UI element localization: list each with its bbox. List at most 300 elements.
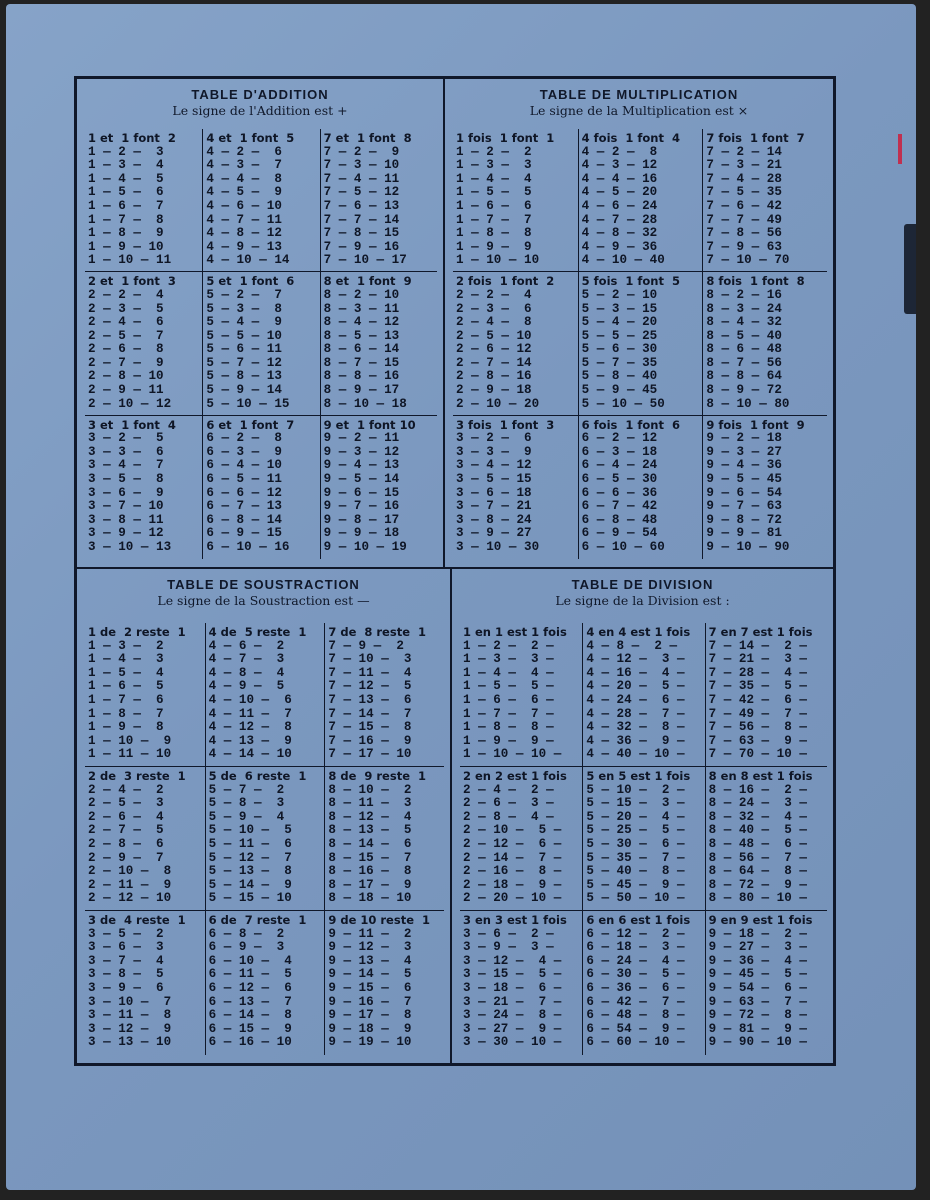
table-line: 5 — 14 — 9 xyxy=(208,877,292,892)
table-line: 3 — 6 — 3 xyxy=(88,940,164,955)
table-line: 3 et 1 font 4 xyxy=(88,417,176,432)
table-line: 7 — 12 — 5 xyxy=(328,679,412,694)
table-line: 4 — 10 — 40 xyxy=(581,253,665,268)
table-line: 8 — 13 — 5 xyxy=(328,823,412,838)
table-line: 5 — 15 — 3 — xyxy=(586,796,685,811)
table-line: 6 — 7 — 42 xyxy=(581,499,658,514)
table-line: 3 — 7 — 4 xyxy=(88,953,164,968)
division-block xyxy=(582,911,704,1055)
table-line: 2 fois 1 font 2 xyxy=(456,274,555,289)
table-line: 7 — 35 — 5 — xyxy=(708,679,807,694)
table-line: 1 — 9 — 9 xyxy=(456,239,532,254)
table-line: 9 — 17 — 8 xyxy=(328,1008,412,1023)
table-line: 8 de 9 reste 1 xyxy=(328,769,426,783)
table-line: 5 — 3 — 15 xyxy=(581,301,658,316)
table-line: 7 — 3 — 21 xyxy=(706,158,782,173)
addition-block xyxy=(320,129,437,272)
division-grid xyxy=(460,623,827,1055)
table-line: 7 — 14 — 2 — xyxy=(708,638,807,653)
table-line: 5 — 5 — 25 xyxy=(581,328,658,343)
multiplication-block xyxy=(578,129,703,272)
table-line: 1 — 5 — 6 xyxy=(88,185,164,200)
table-line: 1 fois 1 font 1 xyxy=(456,131,555,145)
table-line: 3 — 5 — 15 xyxy=(456,472,532,487)
table-line: 7 — 8 — 56 xyxy=(706,226,782,241)
table-line: 5 — 2 — 10 xyxy=(581,287,658,302)
table-line: 7 — 17 — 10 xyxy=(328,747,412,762)
table-line: 5 — 9 — 4 xyxy=(208,809,285,824)
table-line: 1 — 3 — 4 xyxy=(88,158,164,173)
table-line: 8 — 48 — 6 — xyxy=(708,836,807,851)
table-line: 6 — 12 — 6 xyxy=(208,980,292,995)
table-line: 6 et 1 font 7 xyxy=(206,417,295,432)
table-line: 7 — 42 — 6 — xyxy=(708,692,807,707)
table-line: 6 — 4 — 24 xyxy=(581,458,658,473)
table-line: 3 — 2 — 5 xyxy=(88,431,164,446)
multiplication-block xyxy=(578,416,703,559)
table-line: 4 — 11 — 7 xyxy=(208,706,292,721)
table-line: 1 — 9 — 9 — xyxy=(463,733,554,748)
table-line: 1 en 1 est 1 fois xyxy=(463,625,567,639)
subtraction-subtitle: Le signe de la Soustraction est — xyxy=(157,593,370,608)
table-line: 5 — 20 — 4 — xyxy=(586,809,685,824)
table-line: 6 — 12 — 2 — xyxy=(586,926,685,941)
table-line: 8 et 1 font 9 xyxy=(323,274,412,289)
table-line: 3 — 30 — 10 — xyxy=(463,1035,562,1050)
table-line: 2 — 4 — 2 — xyxy=(463,782,554,797)
table-line: 8 — 3 — 24 xyxy=(706,301,782,316)
multiplication-block xyxy=(453,416,578,559)
table-line: 3 — 6 — 9 xyxy=(88,485,164,500)
table-line: 9 — 18 — 9 xyxy=(328,1021,412,1036)
addition-header xyxy=(77,79,443,119)
addition-block xyxy=(202,416,319,559)
table-line: 5 — 7 — 35 xyxy=(581,355,658,370)
table-line: 3 — 12 — 4 — xyxy=(463,953,562,968)
table-line: 5 — 25 — 5 — xyxy=(586,823,685,838)
table-line: 2 — 10 — 20 xyxy=(456,396,540,411)
soustraction-block xyxy=(85,623,205,767)
table-line: 9 — 36 — 4 — xyxy=(708,953,807,968)
table-line: 2 — 12 — 10 xyxy=(88,891,172,906)
table-line: 1 — 3 — 3 — xyxy=(463,652,554,667)
table-line: 2 et 1 font 3 xyxy=(88,274,176,289)
table-line: 6 — 18 — 3 — xyxy=(586,940,685,955)
table-line: 3 — 9 — 6 xyxy=(88,980,164,995)
table-line: 9 — 54 — 6 — xyxy=(708,980,807,995)
table-line: 5 — 6 — 30 xyxy=(581,342,658,357)
table-line: 6 en 6 est 1 fois xyxy=(586,913,691,927)
table-line: 2 — 11 — 9 xyxy=(88,877,172,892)
table-line: 1 — 10 — 10 — xyxy=(463,747,562,762)
table-line: 8 — 8 — 64 xyxy=(706,369,782,384)
table-line: 2 — 9 — 18 xyxy=(456,383,532,398)
division-block xyxy=(582,623,704,767)
division-block xyxy=(705,767,827,911)
table-line: 2 — 7 — 5 xyxy=(88,823,164,838)
table-line: 9 — 7 — 63 xyxy=(706,499,782,514)
table-line: 8 — 7 — 56 xyxy=(706,355,782,370)
table-line: 3 — 9 — 3 — xyxy=(463,940,554,955)
table-line: 6 — 54 — 9 — xyxy=(586,1021,685,1036)
table-line: 2 — 10 — 12 xyxy=(88,396,172,411)
table-line: 3 — 8 — 5 xyxy=(88,967,164,982)
table-line: 9 — 6 — 15 xyxy=(323,485,400,500)
table-line: 5 — 30 — 6 — xyxy=(586,836,685,851)
table-line: 1 — 11 — 10 xyxy=(88,747,172,762)
multiplication-block xyxy=(702,272,827,415)
table-line: 9 — 5 — 45 xyxy=(706,472,782,487)
addition-grid xyxy=(85,129,437,559)
table-line: 4 — 6 — 10 xyxy=(206,198,282,213)
table-line: 9 fois 1 font 9 xyxy=(706,417,805,432)
table-line: 4 — 9 — 13 xyxy=(206,239,282,254)
table-line: 5 de 6 reste 1 xyxy=(208,769,307,783)
subtraction-title: TABLE DE SOUSTRACTION xyxy=(167,577,360,592)
table-line: 7 — 10 — 17 xyxy=(323,253,407,268)
table-line: 1 — 6 — 6 — xyxy=(463,692,554,707)
tables-board xyxy=(74,76,836,1066)
table-line: 2 — 18 — 9 — xyxy=(463,877,562,892)
table-line: 2 — 6 — 12 xyxy=(456,342,532,357)
table-line: 9 — 3 — 12 xyxy=(323,444,400,459)
table-line: 1 — 6 — 6 xyxy=(456,198,532,213)
table-line: 7 — 10 — 3 xyxy=(328,652,412,667)
table-line: 9 — 11 — 2 xyxy=(328,926,412,941)
table-line: 2 — 5 — 7 xyxy=(88,328,164,343)
table-line: 2 de 3 reste 1 xyxy=(88,769,186,783)
table-line: 1 et 1 font 2 xyxy=(88,131,176,145)
table-line: 8 fois 1 font 8 xyxy=(706,274,805,289)
table-line: 3 — 11 — 8 xyxy=(88,1008,172,1023)
table-line: 8 — 8 — 16 xyxy=(323,369,400,384)
table-line: 4 — 13 — 9 xyxy=(208,733,292,748)
table-line: 6 — 14 — 8 xyxy=(208,1008,292,1023)
table-line: 2 en 2 est 1 fois xyxy=(463,769,567,783)
table-line: 6 — 9 — 54 xyxy=(581,526,658,541)
table-line: 2 — 10 — 8 xyxy=(88,864,172,879)
table-line: 2 — 4 — 6 xyxy=(88,315,164,330)
table-line: 7 — 7 — 14 xyxy=(323,212,400,227)
table-line: 4 — 4 — 8 xyxy=(206,171,282,186)
table-line: 3 — 10 — 30 xyxy=(456,540,540,554)
table-line: 5 — 35 — 7 — xyxy=(586,850,685,865)
table-line: 2 — 16 — 8 — xyxy=(463,864,562,879)
table-line: 9 en 9 est 1 fois xyxy=(708,913,813,927)
table-line: 1 — 9 — 8 xyxy=(88,720,164,735)
table-line: 1 — 3 — 2 xyxy=(88,638,164,653)
table-line: 2 — 8 — 10 xyxy=(88,369,164,384)
table-line: 3 — 7 — 10 xyxy=(88,499,164,514)
table-line: 9 — 13 — 4 xyxy=(328,953,412,968)
table-line: 1 — 2 — 2 xyxy=(456,144,532,159)
table-line: 2 — 9 — 11 xyxy=(88,383,164,398)
table-line: 7 — 3 — 10 xyxy=(323,158,400,173)
table-line: 5 en 5 est 1 fois xyxy=(586,769,691,783)
table-line: 2 — 6 — 3 — xyxy=(463,796,554,811)
table-line: 5 — 7 — 2 xyxy=(208,782,285,797)
table-line: 7 — 6 — 42 xyxy=(706,198,782,213)
table-line: 3 — 21 — 7 — xyxy=(463,994,562,1009)
multiplication-block xyxy=(702,129,827,272)
addition-subtitle: Le signe de l'Addition est + xyxy=(172,103,348,118)
division-block xyxy=(582,767,704,911)
table-line: 5 — 12 — 7 xyxy=(208,850,292,865)
multiplication-grid xyxy=(453,129,827,559)
table-line: 3 de 4 reste 1 xyxy=(88,913,186,927)
table-line: 9 — 10 — 19 xyxy=(323,540,407,554)
table-line: 2 — 6 — 4 xyxy=(88,809,164,824)
table-line: 4 fois 1 font 4 xyxy=(581,131,680,145)
table-line: 4 et 1 font 5 xyxy=(206,131,295,145)
table-line: 7 — 8 — 15 xyxy=(323,226,400,241)
binding-clip xyxy=(904,224,916,314)
table-line: 7 de 8 reste 1 xyxy=(328,625,426,639)
table-line: 4 — 9 — 36 xyxy=(581,239,658,254)
table-line: 1 — 4 — 4 xyxy=(456,171,532,186)
table-line: 8 — 56 — 7 — xyxy=(708,850,807,865)
division-block xyxy=(705,623,827,767)
table-line: 4 — 24 — 6 — xyxy=(586,692,685,707)
multiplication-header xyxy=(445,79,833,119)
table-line: 6 — 11 — 5 xyxy=(208,967,292,982)
table-line: 4 — 2 — 6 xyxy=(206,144,282,159)
soustraction-block xyxy=(205,911,325,1055)
table-line: 9 — 8 — 17 xyxy=(323,512,400,527)
table-line: 5 — 10 — 15 xyxy=(206,396,290,411)
table-line: 6 — 16 — 10 xyxy=(208,1035,292,1050)
table-line: 4 — 2 — 8 xyxy=(581,144,658,159)
table-line: 2 — 4 — 2 xyxy=(88,782,164,797)
table-line: 6 — 60 — 10 — xyxy=(586,1035,685,1050)
table-line: 1 — 3 — 3 xyxy=(456,158,532,173)
table-line: 4 — 7 — 3 xyxy=(208,652,285,667)
subtraction-section xyxy=(77,569,452,1063)
table-line: 2 — 2 — 4 xyxy=(456,287,532,302)
table-line: 3 — 8 — 24 xyxy=(456,512,532,527)
table-line: 3 — 15 — 5 — xyxy=(463,967,562,982)
table-line: 7 — 21 — 3 — xyxy=(708,652,807,667)
table-line: 7 — 14 — 7 xyxy=(328,706,412,721)
table-line: 7 — 70 — 10 — xyxy=(708,747,807,762)
table-line: 8 — 3 — 11 xyxy=(323,301,400,316)
table-line: 1 — 7 — 6 xyxy=(88,692,164,707)
table-line: 8 — 5 — 13 xyxy=(323,328,400,343)
table-line: 9 — 4 — 36 xyxy=(706,458,782,473)
table-line: 7 en 7 est 1 fois xyxy=(708,625,813,639)
table-line: 9 — 3 — 27 xyxy=(706,444,782,459)
table-line: 6 — 8 — 48 xyxy=(581,512,658,527)
table-line: 8 — 16 — 2 — xyxy=(708,782,807,797)
table-line: 6 — 3 — 9 xyxy=(206,444,282,459)
table-line: 7 — 6 — 13 xyxy=(323,198,400,213)
multiplication-subtitle: Le signe de la Multiplication est × xyxy=(529,103,749,118)
table-line: 9 et 1 font 10 xyxy=(323,417,416,432)
table-line: 5 — 2 — 7 xyxy=(206,287,282,302)
table-line: 1 — 6 — 5 xyxy=(88,679,164,694)
table-line: 7 et 1 font 8 xyxy=(323,131,412,145)
table-line: 4 — 8 — 32 xyxy=(581,226,658,241)
table-line: 6 — 42 — 7 — xyxy=(586,994,685,1009)
table-line: 6 — 10 — 4 xyxy=(208,953,292,968)
division-block xyxy=(460,911,582,1055)
table-line: 2 — 12 — 6 — xyxy=(463,836,562,851)
table-line: 7 — 5 — 12 xyxy=(323,185,400,200)
table-line: 7 — 16 — 9 xyxy=(328,733,412,748)
table-line: 5 — 10 — 2 — xyxy=(586,782,685,797)
soustraction-block xyxy=(85,767,205,911)
soustraction-block xyxy=(85,911,205,1055)
table-line: 2 — 8 — 6 xyxy=(88,836,164,851)
table-line: 4 — 7 — 11 xyxy=(206,212,282,227)
multiplication-block xyxy=(453,129,578,272)
table-line: 6 de 7 reste 1 xyxy=(208,913,307,927)
table-line: 9 — 12 — 3 xyxy=(328,940,412,955)
table-line: 5 — 3 — 8 xyxy=(206,301,282,316)
table-line: 3 — 9 — 12 xyxy=(88,526,164,541)
table-line: 1 de 2 reste 1 xyxy=(88,625,186,639)
table-line: 8 en 8 est 1 fois xyxy=(708,769,813,783)
table-line: 7 — 28 — 4 — xyxy=(708,665,807,680)
table-line: 5 — 50 — 10 — xyxy=(586,891,685,906)
table-line: 6 — 6 — 12 xyxy=(206,485,282,500)
addition-title: TABLE D'ADDITION xyxy=(191,87,329,102)
table-line: 4 — 3 — 12 xyxy=(581,158,658,173)
table-line: 4 — 36 — 9 — xyxy=(586,733,685,748)
table-line: 1 — 4 — 4 — xyxy=(463,665,554,680)
table-line: 4 — 6 — 2 xyxy=(208,638,285,653)
table-line: 4 — 8 — 4 xyxy=(208,665,285,680)
table-line: 8 — 7 — 15 xyxy=(323,355,400,370)
table-line: 4 — 12 — 3 — xyxy=(586,652,685,667)
soustraction-block xyxy=(205,623,325,767)
table-line: 7 — 9 — 2 xyxy=(328,638,404,653)
table-line: 4 — 8 — 12 xyxy=(206,226,282,241)
table-line: 5 — 10 — 5 xyxy=(208,823,292,838)
table-line: 8 — 40 — 5 — xyxy=(708,823,807,838)
table-line: 2 — 9 — 7 xyxy=(88,850,164,865)
table-line: 3 fois 1 font 3 xyxy=(456,417,555,432)
table-line: 2 — 7 — 14 xyxy=(456,355,532,370)
addition-block xyxy=(202,272,319,415)
table-line: 1 — 5 — 5 xyxy=(456,185,532,200)
table-line: 9 — 4 — 13 xyxy=(323,458,400,473)
table-line: 9 — 2 — 11 xyxy=(323,431,400,446)
table-line: 4 — 14 — 10 xyxy=(208,747,292,762)
table-line: 5 — 9 — 45 xyxy=(581,383,658,398)
division-subtitle: Le signe de la Division est : xyxy=(555,593,730,608)
table-line: 2 — 4 — 8 xyxy=(456,315,532,330)
table-line: 3 — 8 — 11 xyxy=(88,512,164,527)
table-line: 6 — 13 — 7 xyxy=(208,994,292,1009)
table-line: 6 fois 1 font 6 xyxy=(581,417,680,432)
table-line: 4 — 8 — 2 — xyxy=(586,638,678,653)
soustraction-block xyxy=(324,623,444,767)
table-line: 7 — 11 — 4 xyxy=(328,665,412,680)
table-line: 4 en 4 est 1 fois xyxy=(586,625,691,639)
table-line: 8 — 10 — 18 xyxy=(323,396,407,411)
table-line: 4 — 5 — 9 xyxy=(206,185,282,200)
table-line: 4 — 16 — 4 — xyxy=(586,665,685,680)
table-line: 9 — 10 — 90 xyxy=(706,540,790,554)
table-line: 1 — 10 — 9 xyxy=(88,733,172,748)
table-line: 8 — 4 — 12 xyxy=(323,315,400,330)
table-line: 4 — 12 — 8 xyxy=(208,720,292,735)
table-line: 1 — 10 — 11 xyxy=(88,253,172,268)
table-line: 9 — 27 — 3 — xyxy=(708,940,807,955)
table-line: 1 — 2 — 3 xyxy=(88,144,164,159)
table-line: 8 — 17 — 9 xyxy=(328,877,412,892)
table-line: 7 — 4 — 28 xyxy=(706,171,782,186)
table-line: 9 — 9 — 81 xyxy=(706,526,782,541)
addition-block xyxy=(320,416,437,559)
table-line: 4 — 4 — 16 xyxy=(581,171,658,186)
table-line: 5 — 11 — 6 xyxy=(208,836,292,851)
table-line: 5 — 13 — 8 xyxy=(208,864,292,879)
multiplication-title: TABLE DE MULTIPLICATION xyxy=(539,87,739,102)
table-line: 6 — 3 — 18 xyxy=(581,444,658,459)
table-line: 5 — 15 — 10 xyxy=(208,891,292,906)
table-line: 6 — 2 — 8 xyxy=(206,431,282,446)
table-line: 3 — 18 — 6 — xyxy=(463,980,562,995)
table-line: 2 — 20 — 10 — xyxy=(463,891,562,906)
table-line: 4 — 10 — 14 xyxy=(206,253,290,268)
table-line: 9 — 18 — 2 — xyxy=(708,926,807,941)
table-line: 8 — 32 — 4 — xyxy=(708,809,807,824)
table-line: 5 — 4 — 20 xyxy=(581,315,658,330)
table-line: 5 — 9 — 14 xyxy=(206,383,282,398)
table-line: 1 — 7 — 7 xyxy=(456,212,532,227)
soustraction-block xyxy=(324,767,444,911)
table-line: 9 — 16 — 7 xyxy=(328,994,412,1009)
table-line: 7 — 9 — 16 xyxy=(323,239,400,254)
table-line: 3 — 3 — 9 xyxy=(456,444,532,459)
table-line: 2 — 10 — 5 — xyxy=(463,823,562,838)
table-line: 6 — 24 — 4 — xyxy=(586,953,685,968)
table-line: 9 — 8 — 72 xyxy=(706,512,782,527)
table-line: 3 — 7 — 21 xyxy=(456,499,532,514)
table-line: 2 — 2 — 4 xyxy=(88,287,164,302)
table-line: 2 — 8 — 4 — xyxy=(463,809,554,824)
subtraction-header xyxy=(77,569,450,609)
table-line: 7 — 63 — 9 — xyxy=(708,733,807,748)
table-line: 1 — 6 — 7 xyxy=(88,198,164,213)
table-line: 3 — 10 — 13 xyxy=(88,540,172,554)
table-line: 4 — 7 — 28 xyxy=(581,212,658,227)
table-line: 1 — 7 — 7 — xyxy=(463,706,554,721)
table-line: 3 — 4 — 12 xyxy=(456,458,532,473)
table-line: 8 — 12 — 4 xyxy=(328,809,412,824)
table-line: 8 — 80 — 10 — xyxy=(708,891,807,906)
table-line: 3 — 27 — 9 — xyxy=(463,1021,562,1036)
table-line: 5 — 40 — 8 — xyxy=(586,864,685,879)
division-block xyxy=(460,623,582,767)
table-line: 3 — 5 — 2 xyxy=(88,926,164,941)
table-line: 5 — 4 — 9 xyxy=(206,315,282,330)
table-line: 4 — 6 — 24 xyxy=(581,198,658,213)
notebook-back-cover xyxy=(6,4,916,1190)
table-line: 1 — 8 — 8 xyxy=(456,226,532,241)
table-line: 8 — 6 — 14 xyxy=(323,342,400,357)
table-line: 4 — 20 — 5 — xyxy=(586,679,685,694)
table-line: 5 et 1 font 6 xyxy=(206,274,295,289)
table-line: 8 — 72 — 9 — xyxy=(708,877,807,892)
table-line: 8 — 6 — 48 xyxy=(706,342,782,357)
table-line: 6 — 4 — 10 xyxy=(206,458,282,473)
table-line: 3 — 2 — 6 xyxy=(456,431,532,446)
table-line: 1 — 4 — 3 xyxy=(88,652,164,667)
table-line: 2 — 6 — 8 xyxy=(88,342,164,357)
